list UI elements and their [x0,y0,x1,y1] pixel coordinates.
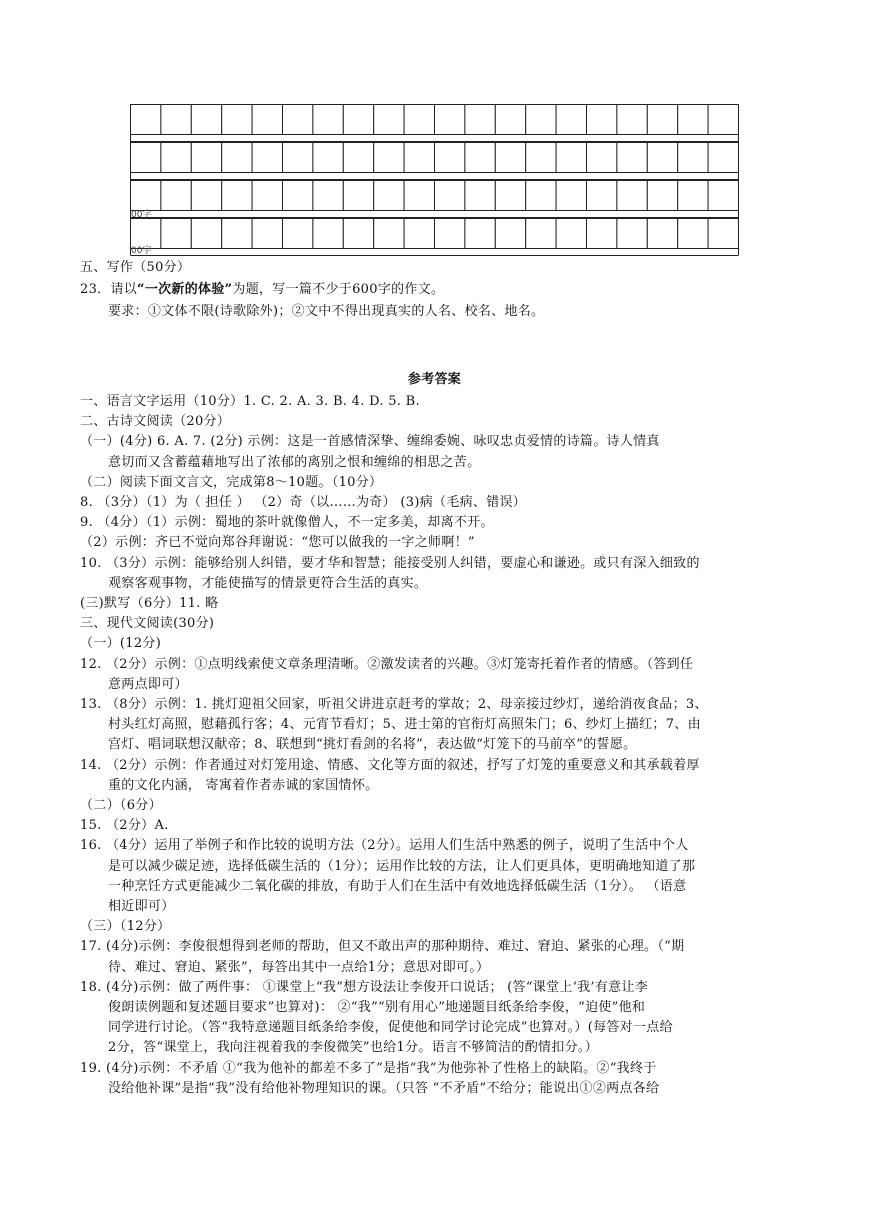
grid-cell [465,181,495,211]
grid-cell [404,219,434,249]
grid-cell [465,143,495,173]
grid-cell [678,105,708,135]
grid-cell [526,181,556,211]
grid-cell [495,181,525,211]
answer-line: 同学进行讨论。（答“我特意递题目纸条给李俊，促使他和同学讨论完成”也算对。）(每答对一点给 [108,1020,673,1036]
grid-cell [343,219,373,249]
grid-cell [678,143,708,173]
grid-cell [283,219,313,249]
grid-cell [556,181,586,211]
answer-line: 俊朗读例题和复述题目要求”也算对)： ②“我”“别有用心”地递题目纸条给李俊，“迫使”他和 [108,1000,646,1015]
grid-cell [343,181,373,211]
grid-cell [526,143,556,173]
answer-line: 9. （4分）（1）示例：蜀地的茶叶就像僧人，不一定多美，却离不开。 [80,515,494,531]
grid-cell [252,143,282,173]
grid-cell [708,143,738,173]
answer-line: 重的文化内涵， 寄寓着作者赤诚的家国情怀。 [108,777,379,793]
answer-line: 13. （8分）示例：1. 挑灯迎祖父回家，听祖父讲进京赶考的掌故；2、母亲接过纱灯，递给消夜食品；3、 [80,697,708,712]
grid-cell [556,219,586,249]
answer-line: 一、语言文字运用（10分）1. C. 2. A. 3. B. 4. D. 5. B. [80,394,420,409]
grid-cell [161,143,191,173]
grid-cell [617,143,647,173]
answer-line: （2）示例：齐已不觉向郑谷拜谢说：“您可以做我的一字之师啊！” [80,535,475,551]
grid-cell [283,181,313,211]
grid-cell [404,143,434,173]
grid-cell [647,181,677,211]
grid-cell [465,219,495,249]
answer-line: 14. （2分）示例：作者通过对灯笼用途、情感、文化等方面的叙述，抒写了灯笼的重要意义和其承载着厚 [80,757,700,773]
grid-cell [617,105,647,135]
answer-line: 宫灯、唱词联想汉献帝；8、联想到“挑灯看剑的名将”，表达做“灯笼下的马前卒”的誓愿。 [108,737,637,753]
grid-cell [252,105,282,135]
grid-cell [495,105,525,135]
grid-cell [161,105,191,135]
grid-cell [252,181,282,211]
grid-cell [587,143,617,173]
grid-cell [161,181,191,211]
answer-line: （二）阅读下面文言文，完成第8～10题。（10分） [80,474,383,490]
grid-cell [374,105,404,135]
grid-cell [556,143,586,173]
answer-line: 12. （2分）示例：①点明线索使文章条理清晰。②激发读者的兴趣。③灯笼寄托着作者的情感。（答到任 [80,656,694,672]
grid-cell [222,143,252,173]
answer-line: 16. （4分）运用了举例子和作比较的说明方法（2分）。运用人们生活中熟悉的例子，说明了生活中个人 [80,838,689,854]
answer-line: 意两点即可） [108,676,188,692]
section-5-heading: 五、写作（50分） [80,260,191,275]
grid-cell [222,219,252,249]
answer-line: （二）（6分） [80,798,162,813]
grid-cell [647,219,677,249]
answer-line: 村头红灯高照，慰藉孤行客；4、元宵节看灯；5、进士第的官衔灯高照朱门；6、纱灯上描红；7、由 [108,717,701,733]
grid-cell [708,181,738,211]
answer-line: （三）（12分） [80,919,171,935]
answer-line: (三)默写（6分）11. 略 [80,596,219,611]
answer-line: 2分，答“课堂上，我向注视着我的李俊微笑”也给1分。语言不够简洁的酌情扣分。） [108,1040,599,1056]
grid-cell [526,105,556,135]
answer-line: 一种烹饪方式更能减少二氧化碳的排放，有助于人们在生活中有效地选择低碳生活（1分）。 （语意 [108,878,687,894]
answer-line: 二、古诗文阅读（20分） [80,414,231,430]
grid-word-count-mark: 00字 [131,210,152,220]
grid-cell [678,219,708,249]
grid-cell [283,105,313,135]
grid-cell [404,181,434,211]
grid-cell [313,181,343,211]
answer-line: 15. （2分）A. [80,818,169,834]
grid-cell [252,219,282,249]
grid-cell [131,105,161,135]
answer-line: 三、现代文阅读(30分) [80,616,215,632]
grid-cell [131,143,161,173]
grid-cell [708,105,738,135]
grid-cell [191,181,221,211]
grid-cell [222,105,252,135]
grid-cell [495,219,525,249]
answer-line: 是可以减少碳足迹，选择低碳生活的（1分）；运用作比较的方法，让人们更具体，更明确地知道了那 [108,858,696,874]
grid-cell [435,143,465,173]
grid-cell [161,219,191,249]
grid-cell [647,105,677,135]
grid-cell [435,219,465,249]
grid-cell [283,143,313,173]
question-23-prefix: 23．请以 [80,282,138,297]
answer-line: 意切而又含蓄蕴藉地写出了浓郁的离别之恨和缠绵的相思之苦。 [108,454,481,470]
grid-cell [313,219,343,249]
answer-line: 10. （3分）示例：能够给别人纠错，要才华和智慧；能接受别人纠错，要虚心和谦逊。或只有深入细致的 [80,555,700,571]
answer-line: 18. (4分)示例：做了两件事： ①课堂上“我”想方设法让李俊开口说话； (答“课堂上‘我’有意让李 [80,979,649,995]
answers-title: 参考答案 [407,372,462,387]
grid-cell [343,105,373,135]
answer-line: 19. (4分)示例：不矛盾 ①“我为他补的都差不多了”是指“我”为他弥补了性格上的缺陷。②“我终于 [80,1060,657,1076]
essay-requirement: 要求：①文体不限(诗歌除外)；②文中不得出现真实的人名、校名、地名。 [108,304,545,319]
composition-grid [130,104,739,256]
answer-line: 观察客观事物，才能使描写的情景更符合生活的真实。 [108,575,428,591]
grid-cell [131,181,161,211]
grid-cell [404,105,434,135]
grid-cell [465,105,495,135]
grid-cell [313,143,343,173]
answer-line: （一）(12分) [80,636,162,652]
grid-cell [526,219,556,249]
answer-line: 待、难过、窘迫、紧张”，每答出其中一点给1分；意思对即可。） [108,959,490,975]
answer-line: 8. （3分）（1）为（ 担任 ） （2）奇（以……为奇） (3)病（毛病、错误） [80,495,527,510]
grid-cell [647,143,677,173]
grid-word-count-mark: 00字 [131,246,152,256]
grid-cell [191,105,221,135]
grid-cell [191,219,221,249]
grid-cell [435,181,465,211]
grid-cell [374,143,404,173]
grid-cell [191,143,221,173]
grid-cell [678,181,708,211]
answer-line: 相近即可） [108,899,175,914]
question-23-suffix: 为题，写一篇不少于600字的作文。 [232,282,445,297]
grid-cell [343,143,373,173]
grid-cell [495,143,525,173]
grid-cell [617,181,647,211]
grid-cell [222,181,252,211]
essay-title: “一次新的体验” [137,282,233,297]
grid-cell [435,105,465,135]
grid-cell [313,105,343,135]
grid-cell [708,219,738,249]
grid-cell [374,219,404,249]
answer-line: 17. (4分)示例：李俊很想得到老师的帮助，但又不敢出声的那种期待、难过、窘迫、紧张的心理。（“期 [80,939,685,955]
answer-line: 没给他补课”是指“我”没有给他补物理知识的课。（只答 “不矛盾”不给分；能说出①②两点各给 [108,1080,660,1096]
grid-cell [587,219,617,249]
grid-cell [131,219,161,249]
grid-cell [587,105,617,135]
grid-cell [556,105,586,135]
question-23 [80,281,444,299]
grid-cell [617,219,647,249]
grid-cell [374,181,404,211]
grid-cell [587,181,617,211]
answer-line: （一）(4分) 6. A. 7. (2分) 示例：这是一首感情深挚、缠绵委婉、咏叹忠贞爱情的诗篇。诗人情真 [80,434,660,450]
